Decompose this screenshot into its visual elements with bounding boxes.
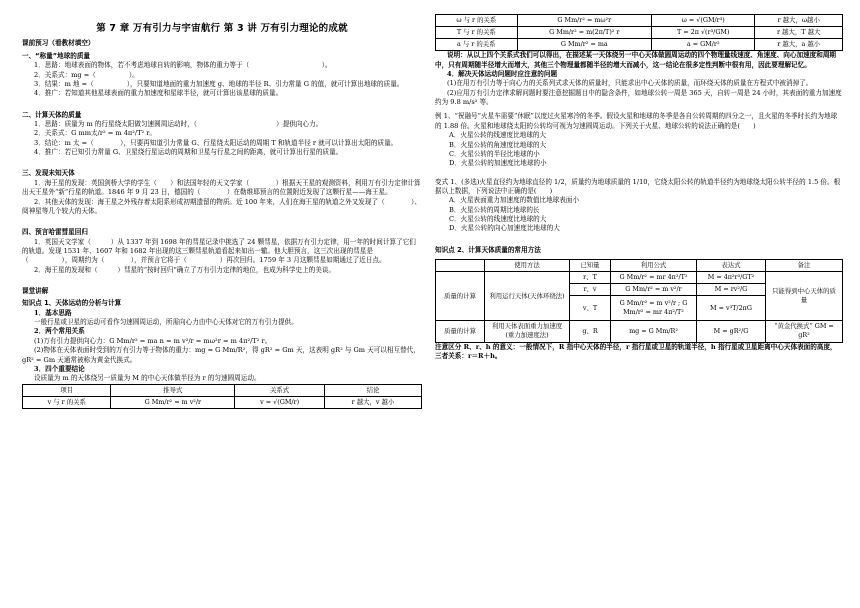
s4-line1: 1．英国天文学家（ ）从 1337 年到 1698 年的彗星记录中挑选了 24 颗彗星，依据万有引力定律，用一年的时间计算了它们的轨道。发现 1531 年、1607 年和 1682 年出现的这三颗彗星轨道看起来如出一辙。他大胆预言，这三次出现的彗星是（ ），周期约为（ ），并预言它将于（ ）再次回归。1759 年 3 月这颗彗星如期通过了近日点。	[22, 237, 416, 265]
conclusions-table-part1	[22, 384, 422, 409]
table-cell: “黄金代换式” GM = gR²	[766, 321, 843, 342]
s2-line4: 4．推广：若已知引力常量 G、卫星绕行星运动的周期和卫星与行星之间的距离，就可计算出行星的质量。	[34, 148, 343, 157]
final-note: 注意区分 R、r、h 的意义：一般情况下，R 指中心天体的半径，r 指行星或卫星的轨道半径，h 指行星或卫星距离中心天体表面的高度，三者关系：r＝R＋h。	[435, 342, 837, 360]
k1-formula2: (2)物体在天体表面时受到的万有引力等于物体的重力：mg = G Mm/R²，得 gR² = Gm 天，这表明 gR² 与 Gm 天可以相互替代，gR² = Gm 天通常被称为黄金代换式。	[22, 346, 420, 364]
section2-heading: 二、计算天体的质量	[22, 110, 82, 119]
table-cell: r 越大，T 越大	[755, 27, 843, 39]
s3-line1: 1．海王星的发现：英国剑桥大学的学生（ ）和法国年轻的天文学家（ ）根据天王星的观测资料，利用万有引力定律计算出天王星外“新”行星的轨道。1846 年 9 月 23 日，德国的（ ）在勒维耶预言的位置附近发现了这颗行星——海王星。	[22, 178, 421, 197]
table-cell: 只能得到中心天体的质量	[766, 272, 843, 321]
table-cell: r 越大，a 越小	[755, 39, 843, 51]
table-cell: G Mm/r² = m v²/r	[111, 396, 235, 408]
table-cell: M = v³T/2πG	[697, 296, 766, 321]
s3-line2: 2．其他天体的发现：海王星之外残存着太阳系形成初期遗留的物质。近 100 年来，人们在海王星的轨道之外又发现了（ ）、阋神星等几个较大的天体。	[22, 197, 421, 215]
k1-text1: 一般行星或卫星的运动可看作匀速圆周运动，所需向心力由中心天体对它的万有引力提供。	[34, 318, 298, 327]
table-cell: mg = G Mm/R²	[611, 321, 697, 342]
table-cell: 质量的计算	[436, 272, 485, 321]
knowledge1-heading: 知识点 1、天体运动的分析与计算	[22, 299, 122, 308]
variant1-option-d: D．火星公转的向心加速度比地球的大	[449, 224, 560, 233]
s1-line4: 4．推广：若知道其他星球表面的重力加速度和星球半径，就可计算出该星球的质量。	[34, 89, 283, 98]
table-cell: a 与 r 的关系	[436, 39, 518, 51]
table-cell: r、v	[570, 284, 611, 296]
section4-heading: 四、预言哈雷彗星回归	[22, 228, 88, 237]
k1-point1: (1)在用万有引力等于向心力的关系列式求天体的质量时，只能求出中心天体的质量，而环绕天体的质量在方程式中被消掉了。	[447, 79, 813, 88]
table-header: 备注	[766, 260, 843, 272]
table-cell: r 越大，v 越小	[324, 396, 421, 408]
table-header: 已知量	[570, 260, 611, 272]
table-cell: G Mm/r² = m v²/r ; G Mm/r² = mr 4π²/T²	[611, 296, 697, 321]
variant1-option-a: A．火星表面重力加速度的数值比地球表面小	[449, 196, 580, 205]
table-cell: M = rv²/G	[697, 284, 766, 296]
table-row	[436, 272, 843, 284]
section1-heading: 一、“称量”地球的质量	[22, 51, 91, 60]
preview-heading: 课前预习（看教材填空）	[22, 39, 95, 48]
table-row	[436, 27, 843, 39]
k1-text3: 设质量为 m 的天体绕另一质量为 M 的中心天体做半径为 r 的匀速圆周运动。	[34, 374, 261, 383]
table-header-row	[23, 384, 422, 396]
table-header	[436, 260, 485, 272]
table-cell: v 与 r 的关系	[23, 396, 111, 408]
s2-line3: 3．结论：m 太 =（ ），只要再知道引力常量 G、行星绕太阳运动的周期 T 和轨道半径 r 就可以计算出太阳的质量。	[34, 138, 398, 147]
table-cell: r 越大，ω越小	[755, 15, 843, 27]
table-cell: g、R	[570, 321, 611, 342]
example1-stem: 例 1、“祝融号”火星车需要“休眠”以度过火星寒冷的冬季。假设火星和地球的冬季是各自公转周期的四分之一，且火星的冬季时长约为地球的 1.88 倍。火星和地球绕太阳的公转均可视为匀速圆周运动。下列关于火星、地球公转的说法正确的是( )	[435, 112, 838, 130]
table-cell: ω = √(GM/r³)	[652, 15, 755, 27]
table-cell: ω 与 r 的关系	[436, 15, 518, 27]
table-cell: r、T	[570, 272, 611, 284]
table-cell: T 与 r 的关系	[436, 27, 518, 39]
table-cell: 利用天体表面重力加速度(重力加速度法)	[485, 321, 570, 342]
s1-line2: 2．关系式：mg =（ ）。	[34, 70, 139, 79]
table-row	[436, 39, 843, 51]
table-cell: G Mm/r² = mω²r	[517, 15, 651, 27]
variant1-stem: 变式 1、(多选)火星直径约为地球直径的 1/2，质量约为地球质量的 1/10，它绕太阳公转的轨道半径约为地球绕太阳公转半径的 1.5 倍。根据以上数据，下列说法中正确的是( )	[435, 177, 841, 195]
s2-line1: 1．思路：质量为 m 的行星绕太阳做匀速圆周运动时，（ ）提供向心力。	[34, 120, 323, 128]
mass-methods-table	[435, 259, 843, 342]
table-cell: a = GM/r²	[652, 39, 755, 51]
example1-option-b: B．火星公转的角速度比地球的大	[449, 140, 547, 149]
conclusions-table-part2	[435, 14, 843, 51]
example1-option-c: C．火星公转的半径比地球的小	[449, 149, 540, 158]
table-header: 结论	[324, 384, 421, 396]
knowledge2-heading: 知识点 2、计算天体质量的常用方法	[435, 245, 541, 254]
table-cell: G Mm/r² = m v²/r	[611, 284, 697, 296]
lecture-heading: 课堂讲解	[22, 287, 49, 296]
table-explanation: 说明：从以上四个关系式我们可以得出，在描述某一天体绕另一中心天体做圆周运动的四个物理量线速度、角速度、向心加速度和周期中，只有周期随半径增大而增大，其他三个物理量都随半径的增大而减小，这一结论在很多定性判断中很有用，因此要理解记忆。	[435, 51, 837, 69]
table-cell: G Mm/r² = m(2π/T)² r	[517, 27, 651, 39]
variant1-option-b: B．火星公转的周期比地球的长	[449, 205, 540, 214]
k1-sub4: 4．解决天体运动问题时应注意的问题	[447, 70, 558, 78]
table-header: 项目	[23, 384, 111, 396]
s1-line1: 1．思路：地球表面的物体，若不考虑地球自转的影响，物体的重力等于（ ）。	[34, 61, 332, 70]
table-row	[23, 396, 422, 408]
k1-sub1: 1．基本思路	[34, 308, 72, 317]
section3-heading: 三、发现未知天体	[22, 169, 75, 178]
table-header: 利用公式	[611, 260, 697, 272]
table-header-row	[436, 260, 843, 272]
k1-sub2: 2．两个常用关系	[34, 327, 85, 336]
s2-line2: 2．关系式：G mm太/r² = m 4π²/T² r。	[34, 129, 156, 138]
table-cell: T = 2π √(r³/GM)	[652, 27, 755, 39]
variant1-option-c: C．火星公转的线速度比地球的大	[449, 215, 547, 224]
table-header: 表达式	[697, 260, 766, 272]
s1-line3: 3．结果：m 地 =（ ），只要知道地面的重力加速度 g、地球的半径 R、引力常量 G 的值，就可计算出地球的质量。	[34, 79, 404, 88]
table-cell: v = √(GM/r)	[235, 396, 325, 408]
left-column	[22, 0, 422, 409]
k1-formula1: (1)万有引力提供向心力：G Mm/r² = ma n = m v²/r = mω²r = m 4π²/T² r。	[34, 336, 272, 345]
table-cell: M = gR²/G	[697, 321, 766, 342]
k1-sub3: 3．四个重要结论	[34, 364, 85, 373]
table-cell: G Mm/r² = mr 4π²/T²	[611, 272, 697, 284]
example1-option-d: D．火星公转的加速度比地球的小	[449, 159, 547, 168]
right-column	[435, 14, 843, 361]
table-header: 关系式	[235, 384, 325, 396]
table-row	[436, 15, 843, 27]
table-header: 推导式	[111, 384, 235, 396]
s4-line2: 2．海王星的发现和（ ）彗星的“按时回归”确立了万有引力定律的地位，也成为科学史上的美谈。	[34, 265, 336, 274]
table-cell: v、T	[570, 296, 611, 321]
table-header: 使用方法	[485, 260, 570, 272]
k1-point2: (2)应用万有引力定律求解问题时要注意挖掘题目中的隐含条件，如地球公转一周是 365 天，自转一周是 24 小时，其表面的重力加速度约为 9.8 m/s² 等。	[435, 88, 842, 107]
document-title: 第 7 章 万有引力与宇宙航行 第 3 讲 万有引力理论的成就	[96, 23, 348, 34]
example1-option-a: A．火星公转的线速度比地球的大	[449, 131, 547, 140]
table-cell: 利用运行天体(天体环绕法)	[485, 272, 570, 321]
table-cell: G Mm/r² = ma	[517, 39, 651, 51]
table-cell: 质量的计算	[436, 321, 485, 342]
table-row	[436, 321, 843, 342]
table-cell: M = 4π²r³/GT²	[697, 272, 766, 284]
